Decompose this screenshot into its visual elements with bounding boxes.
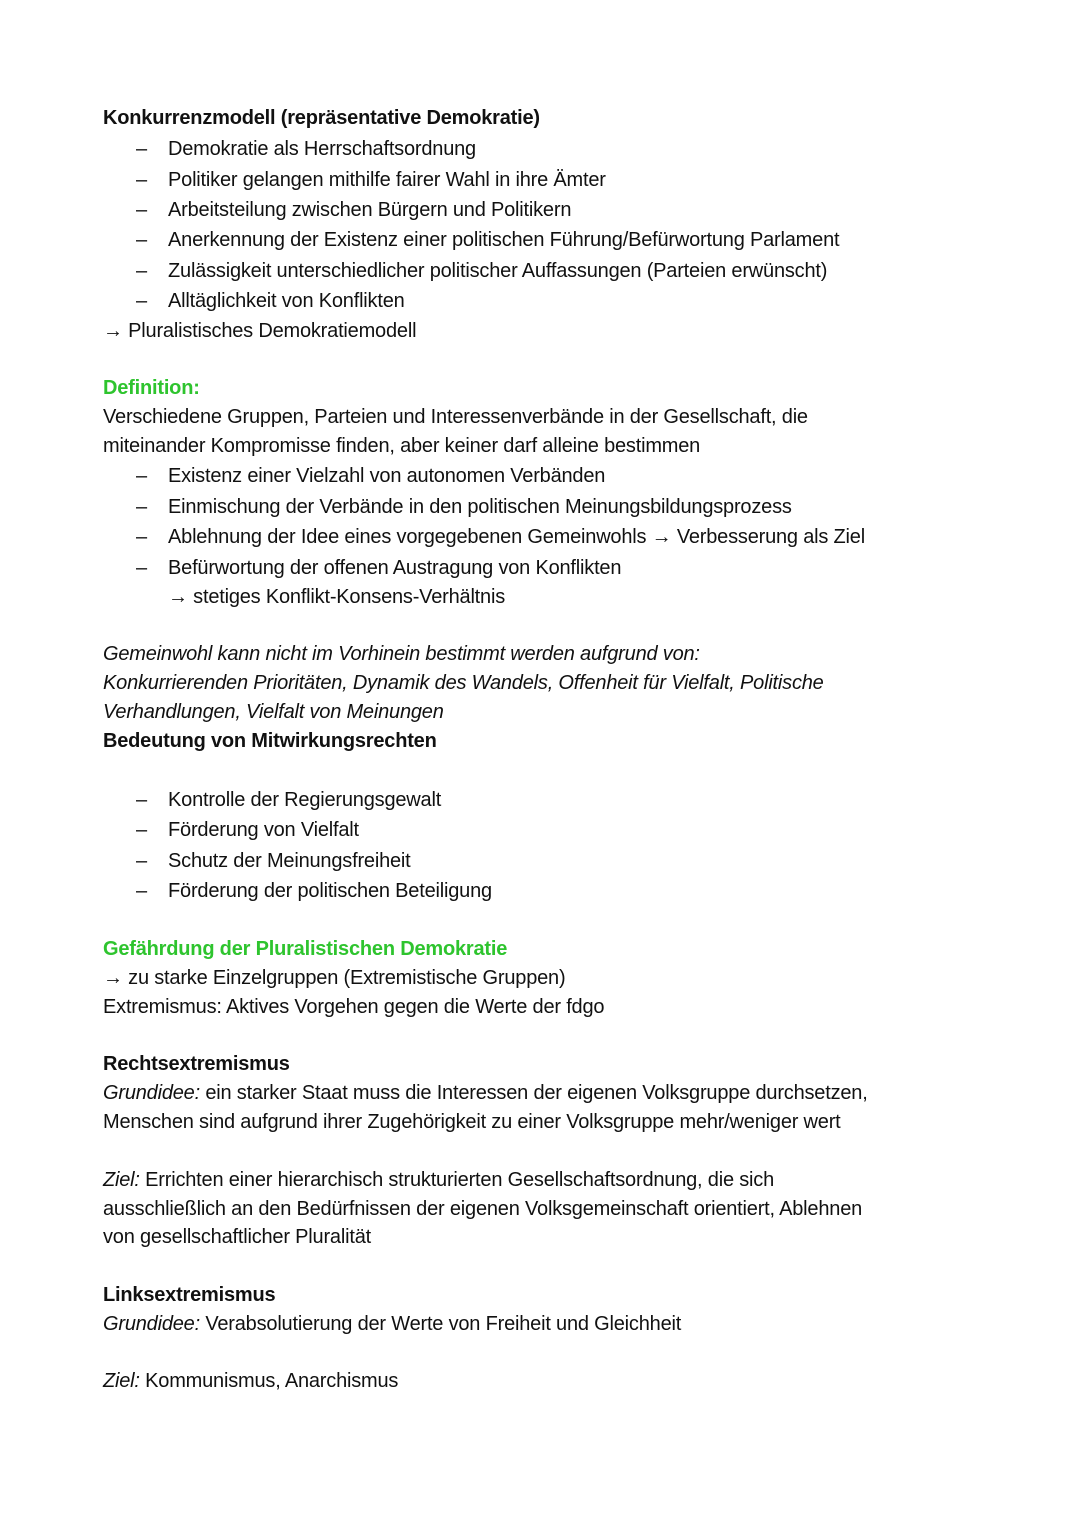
list-item: – Existenz einer Vielzahl von autonomen Verbänden [136,465,606,487]
list-item: – Anerkennung der Existenz einer politischen Führung/Befürwortung Parlament [136,229,840,251]
konkurrenz-conclusion: → Pluralistisches Demokratiemodell [103,320,417,342]
links-grundidee: Grundidee: Verabsolutierung der Werte von Freiheit und Gleichheit [103,1313,682,1335]
links-ziel: Ziel: Kommunismus, Anarchismus [103,1370,399,1392]
definition-text: miteinander Kompromisse finden, aber keiner darf alleine bestimmen [103,435,701,457]
links-heading: Linksextremismus [103,1284,276,1306]
rechts-grundidee: Menschen sind aufgrund ihrer Zugehörigkeit zu einer Volksgruppe mehr/weniger wert [103,1111,841,1133]
list-item: – Zulässigkeit unterschiedlicher politischer Auffassungen (Parteien erwünscht) [136,260,828,282]
mitwirkung-heading: Bedeutung von Mitwirkungsrechten [103,730,437,752]
list-item: – Ablehnung der Idee eines vorgegebenen Gemeinwohls → Verbesserung als Ziel [136,526,865,548]
rechts-ziel: ausschließlich an den Bedürfnissen der eigenen Volksgemeinschaft orientiert, Ablehnen [103,1198,863,1220]
rechts-ziel: von gesellschaftlicher Pluralität [103,1226,371,1248]
rechts-grundidee: Grundidee: ein starker Staat muss die Interessen der eigenen Volksgruppe durchsetzen, [103,1082,868,1104]
list-item: – Schutz der Meinungsfreiheit [136,850,411,872]
gefaehrdung-text: Extremismus: Aktives Vorgehen gegen die Werte der fdgo [103,996,605,1018]
list-item: – Arbeitsteilung zwischen Bürgern und Politikern [136,199,572,221]
gemeinwohl-text: Verhandlungen, Vielfalt von Meinungen [103,701,444,723]
rechts-ziel: Ziel: Errichten einer hierarchisch strukturierten Gesellschaftsordnung, die sich [103,1169,774,1191]
list-item: – Demokratie als Herrschaftsordnung [136,138,476,160]
konkurrenz-heading: Konkurrenzmodell (repräsentative Demokratie) [103,107,540,129]
rechts-heading: Rechtsextremismus [103,1053,290,1075]
definition-sub: → stetiges Konflikt-Konsens-Verhältnis [168,586,506,608]
list-item: – Alltäglichkeit von Konflikten [136,290,405,312]
list-item: – Förderung von Vielfalt [136,819,359,841]
list-item: – Politiker gelangen mithilfe fairer Wahl in ihre Ämter [136,169,606,191]
list-item: – Kontrolle der Regierungsgewalt [136,789,442,811]
list-item: – Förderung der politischen Beteiligung [136,880,492,902]
gemeinwohl-text: Gemeinwohl kann nicht im Vorhinein bestimmt werden aufgrund von: [103,643,700,665]
gefaehrdung-heading: Gefährdung der Pluralistischen Demokratie [103,938,508,960]
gemeinwohl-text: Konkurrierenden Prioritäten, Dynamik des Wandels, Offenheit für Vielfalt, Politische [103,672,824,694]
list-item: – Befürwortung der offenen Austragung von Konflikten [136,557,622,579]
gefaehrdung-text: → zu starke Einzelgruppen (Extremistische Gruppen) [103,967,566,989]
definition-heading: Definition: [103,377,200,399]
definition-text: Verschiedene Gruppen, Parteien und Interessenverbände in der Gesellschaft, die [103,406,808,428]
list-item: – Einmischung der Verbände in den politischen Meinungsbildungsprozess [136,496,792,518]
